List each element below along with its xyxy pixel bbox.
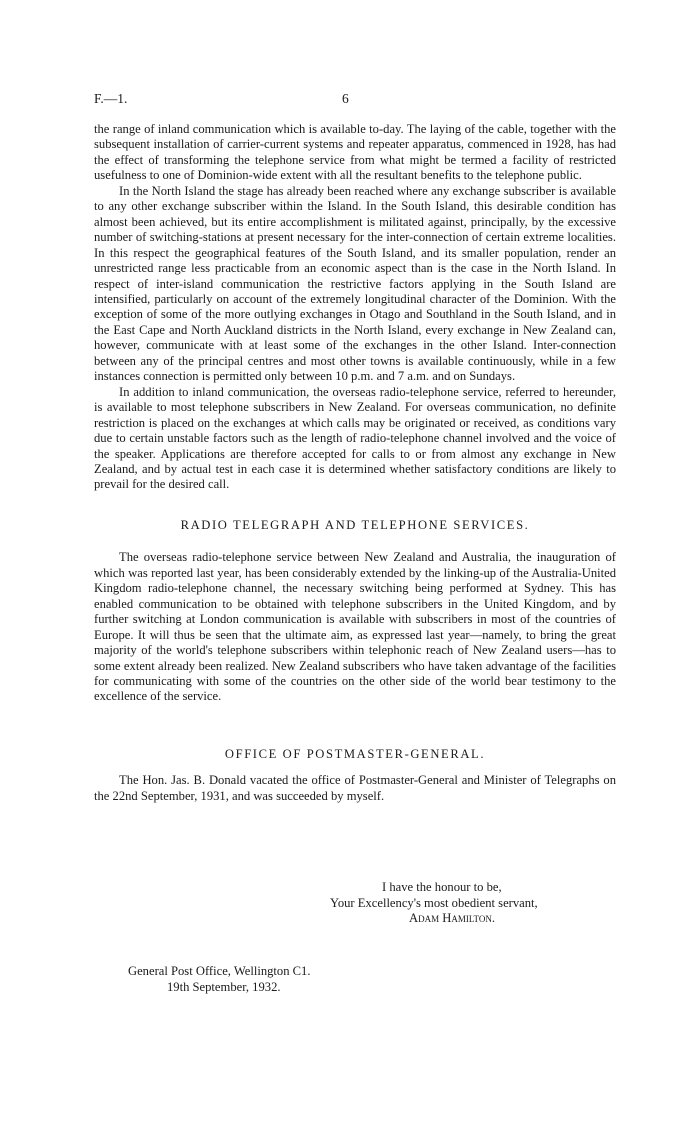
document-reference: F.—1. [94,91,128,106]
section-heading-office: OFFICE OF POSTMASTER-GENERAL. [224,746,486,761]
address-date: 19th September, 1932. [167,979,281,994]
signature-block [330,880,630,927]
address-location: General Post Office, Wellington C1. [128,964,311,978]
paragraph: the range of inland communication which is available to-day. The laying of the cable, together with the subsequent installation of carrier-current systems and repeater apparatus, commenced in 1928, has had the effect of transforming the telephone service from what might be termed a facility of restricted usefulness to one of Dominion-wide extent with all the resultant benefits to the telephone public. [94,122,616,183]
section-heading-radio: RADIO TELEGRAPH AND TELEPHONE SERVICES. [180,517,530,532]
paragraph: The overseas radio-telephone service between New Zealand and Australia, the inauguration of which was reported last year, has been considerably extended by the linking-up of the Australia-United Kingdom radio-telephone channel, the necessary switching being performed at Sydney. This has enabled communication to be obtained with telephone subscribers in the United Kingdom, and by further switching at London communication is available with subscribers in most of the countries of Europe. It will thus be seen that the ultimate aim, as expressed last year—namely, to bring the great majority of the world's telephone subscribers within telephonic reach of New Zealand users—has to some extent already been realized. New Zealand subscribers who have taken advantage of the facilities for communicating with some of the countries on the other side of the world bear testimony to the excellence of the service. [94,550,616,704]
body-text [94,122,616,804]
page-number: 6 [342,91,349,106]
signature-closing: Your Excellency's most obedient servant, [330,895,538,910]
signature-salutation: I have the honour to be, [382,880,502,894]
paragraph: In addition to inland communication, the overseas radio-telephone service, referred to hereunder, is available to most telephone subscribers in New Zealand. For overseas communication, no definite restriction is placed on the exchanges at which calls may be originated or received, as conditions vary due to certain unstable factors such as the length of radio-telephone channel involved and the voice of the speaker. Applications are therefore accepted for calls to or from almost any exchange in New Zealand, and by actual test in each case it is determined whether satisfactory conditions are likely to prevail for the desired call. [94,384,616,492]
paragraph: In the North Island the stage has already been reached where any exchange subscriber is available to any other exchange subscriber within the Island. In the South Island, this desirable condition has almost been achieved, but its entire accomplishment is militated against, principally, by the excessive number of switching-stations at present necessary for the inter-connection of certain extreme localities. In this respect the geographical features of the South Island, and its smaller population, render an unrestricted range less practicable from an economic aspect than is the case in the North Island. In respect of inter-island communication the restrictive factors applying in the South Island are intensified, particularly on account of the extremely longitudinal character of the Dominion. With the exception of some of the more outlying exchanges in Otago and Southland in the South Island, and in the East Cape and North Auckland districts in the North Island, every exchange in New Zealand can, however, communicate with at least some of the exchanges in the other Island. Inter-connection between any of the principal centres and most other towns is available continuously, while in a few instances connection is permitted only between 10 p.m. and 7 a.m. and on Sundays. [94,183,616,384]
paragraph: The Hon. Jas. B. Donald vacated the office of Postmaster-General and Minister of Telegraphs on the 22nd September, 1931, and was succeeded by myself. [94,773,616,803]
signature-name: Adam Hamilton. [409,911,495,925]
address-block [128,964,311,995]
